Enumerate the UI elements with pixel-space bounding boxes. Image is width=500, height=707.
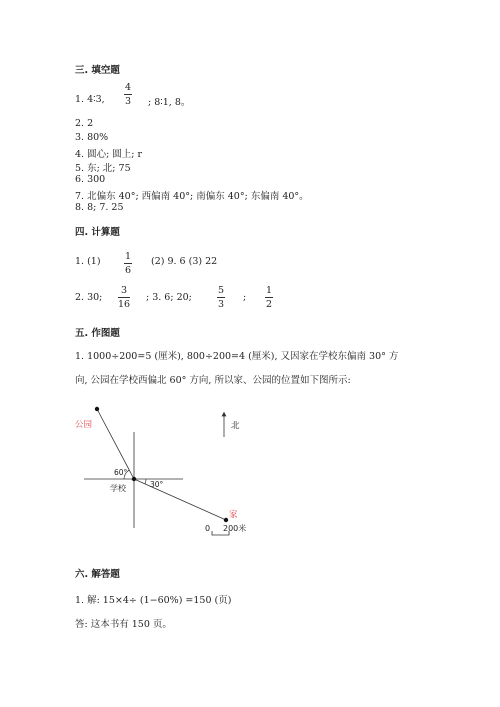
- answer-3-1-prefix: 1. 4∶3,: [75, 94, 105, 105]
- answer-3-7: 7. 北偏东 40°; 西偏南 40°; 南偏东 40°; 东偏南 40°。: [75, 191, 309, 202]
- fraction-denominator: 16: [118, 299, 131, 310]
- line-to-home: [134, 479, 226, 520]
- school-point: [132, 477, 136, 481]
- answer-4-2-prefix: 2. 30;: [75, 292, 103, 303]
- section-6-title: 六. 解答题: [75, 569, 120, 580]
- home-label: 家: [229, 510, 238, 520]
- park-label: 公园: [75, 420, 93, 430]
- answer-4-2-separator: ;: [243, 292, 247, 303]
- scale-distance-label: 200米: [223, 524, 247, 533]
- answer-3-4: 4. 圆心; 圆上; r: [75, 149, 143, 160]
- fraction-numerator: 5: [218, 285, 225, 296]
- angle-30-label: 30°: [150, 480, 164, 489]
- answer-5-line-2: 向, 公园在学校西偏北 60° 方向, 所以家、公园的位置如下图所示:: [75, 375, 351, 386]
- school-label: 学校: [110, 484, 126, 493]
- angle-60-label: 60°: [114, 468, 128, 477]
- answer-6-line-1: 1. 解: 15×4÷ (1−60%) =150 (页): [75, 595, 232, 606]
- answer-3-5: 5. 东; 北; 75: [75, 163, 131, 174]
- answer-3-6: 6. 300: [75, 174, 106, 185]
- answer-4-1-suffix: (2) 9. 6 (3) 22: [151, 256, 218, 267]
- answer-4-1-prefix: 1. (1): [75, 256, 101, 267]
- answer-3-8: 8. 8; 7. 25: [75, 202, 124, 213]
- north-label: 北: [231, 421, 240, 431]
- section-5-title: 五. 作图题: [75, 328, 120, 339]
- section-4-title: 四. 计算题: [75, 227, 120, 238]
- angle-arc-30: [145, 479, 146, 484]
- answer-3-3: 3. 80%: [75, 132, 109, 143]
- section-3-title: 三. 填空题: [75, 65, 120, 76]
- scale-zero-label: 0: [205, 524, 211, 533]
- fraction-numerator: 3: [121, 285, 128, 296]
- fraction-numerator: 1: [125, 251, 132, 262]
- fraction-denominator: 6: [125, 265, 132, 276]
- fraction-numerator: 4: [125, 82, 132, 93]
- answer-4-2-middle: ; 3. 6; 20;: [146, 292, 192, 303]
- answer-3-1-suffix: ; 8∶1, 8。: [148, 97, 191, 108]
- home-point: [224, 518, 228, 522]
- answer-5-line-1: 1. 1000÷200=5 (厘米), 800÷200=4 (厘米), 又因家在学校东偏南 30° 方: [75, 351, 399, 362]
- answer-6-line-2: 答: 这本书有 150 页。: [75, 619, 172, 630]
- fraction-denominator: 3: [218, 299, 225, 310]
- park-point: [95, 407, 99, 411]
- answer-3-2: 2. 2: [75, 118, 94, 129]
- fraction-numerator: 1: [266, 285, 273, 296]
- fraction-denominator: 2: [266, 299, 273, 310]
- fraction-denominator: 3: [125, 96, 132, 107]
